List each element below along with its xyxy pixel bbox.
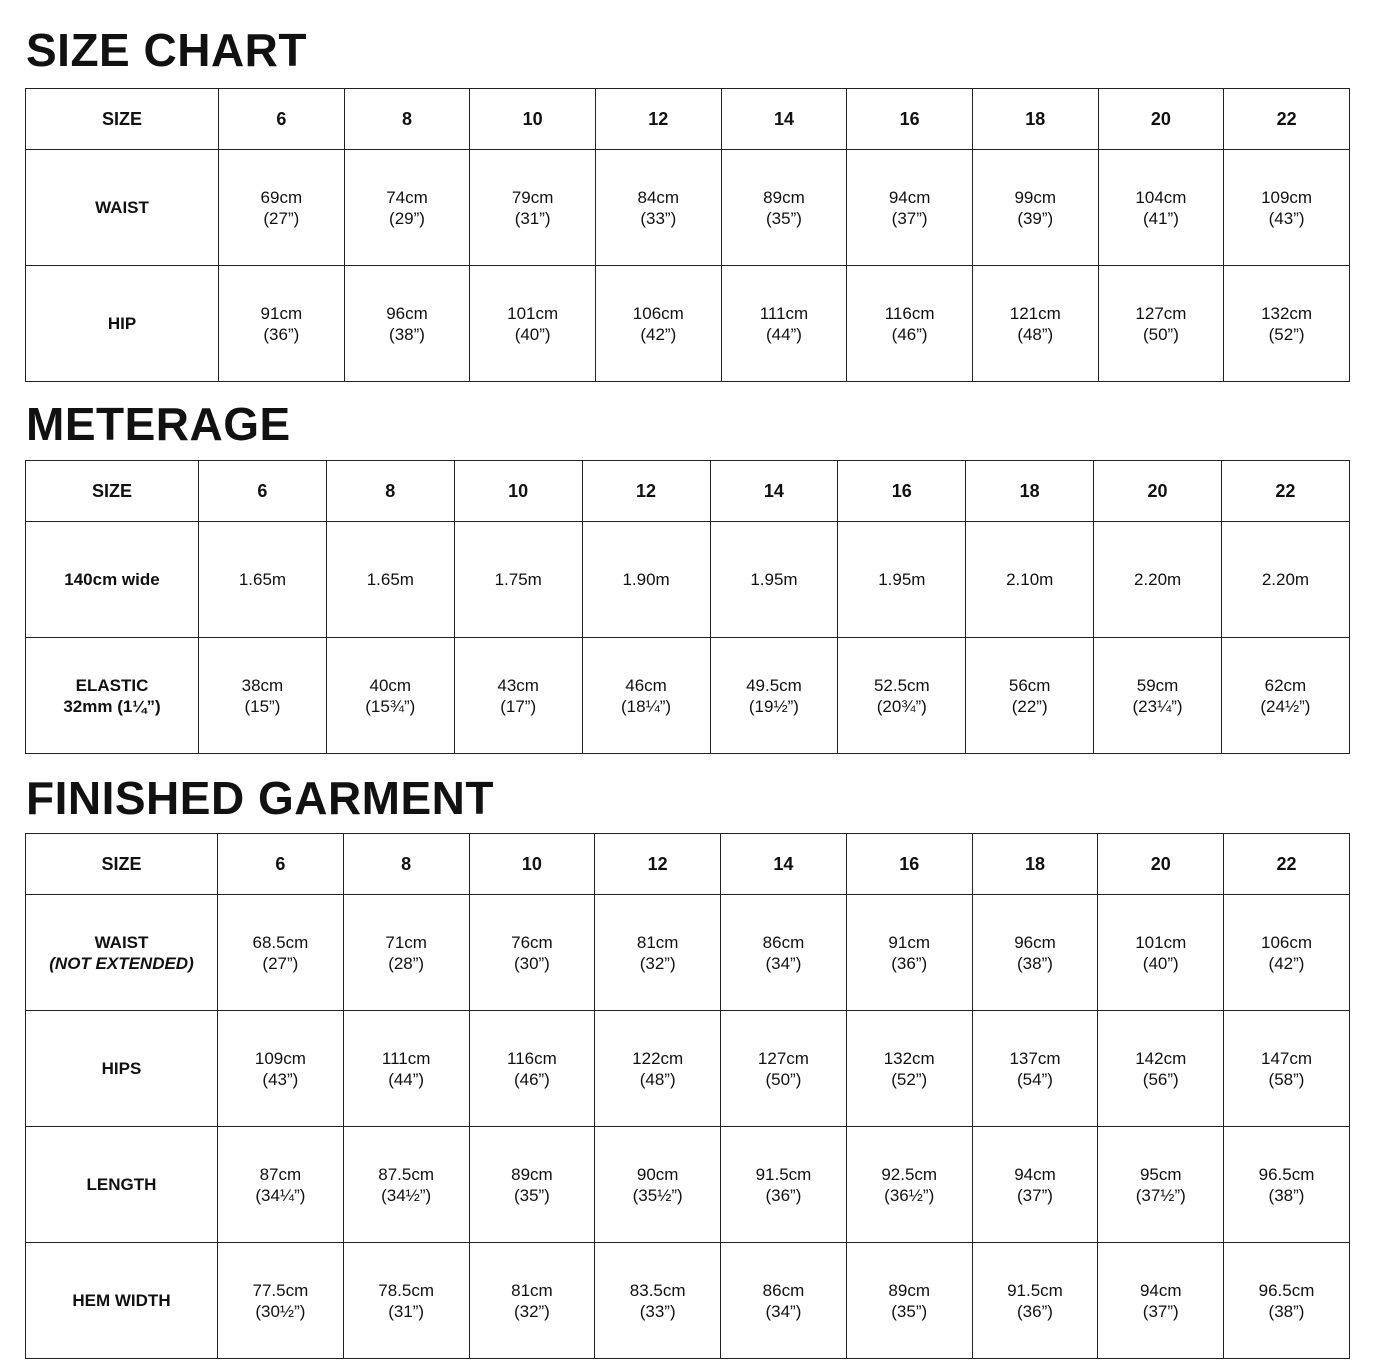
metric-value: 87.5cm (378, 1164, 435, 1184)
size-header-cell: 14 (721, 834, 847, 895)
imperial-value: (30”) (513, 953, 550, 973)
size-header-cell: 12 (595, 834, 721, 895)
metric-value: 83.5cm (629, 1280, 686, 1300)
metric-value: 1.65m (238, 570, 287, 589)
measurement-cell (199, 522, 327, 638)
measurement-cell (1098, 150, 1224, 266)
imperial-value: (40”) (1142, 953, 1179, 973)
metric-value: 101cm (507, 303, 559, 323)
row-label (26, 150, 219, 266)
metric-value: 116cm (884, 303, 935, 323)
measurement-cell (343, 1243, 469, 1359)
imperial-value: (56”) (1142, 1069, 1179, 1089)
imperial-value: (52”) (1268, 324, 1305, 344)
imperial-value: (35”) (891, 1301, 928, 1321)
measurement-cell (219, 150, 345, 266)
size-chart-title: SIZE CHART (26, 24, 307, 76)
imperial-value: (44”) (766, 324, 802, 344)
metric-value: 96cm (1014, 932, 1056, 952)
metric-value: 90cm (636, 1164, 679, 1184)
measurement-cell (721, 1011, 847, 1127)
metric-value: 87cm (259, 1164, 302, 1184)
measurement-cell (1098, 1127, 1224, 1243)
metric-value: 94cm (888, 187, 931, 207)
imperial-value: (22”) (1011, 696, 1048, 716)
row-label (26, 522, 199, 638)
measurement-cell (1224, 1011, 1350, 1127)
row-label-text: HIP (107, 314, 137, 333)
table-row (26, 1243, 1350, 1359)
measurement-cell (343, 895, 469, 1011)
measurement-cell (343, 1011, 469, 1127)
row-label (26, 895, 218, 1011)
imperial-value: (42”) (1268, 953, 1305, 973)
measurement-cell (595, 895, 721, 1011)
finished-garment-title: FINISHED GARMENT (26, 772, 494, 824)
measurement-cell (721, 1127, 847, 1243)
row-label-subtext: (NOT EXTENDED) (49, 953, 194, 973)
metric-value: 2.20m (1261, 570, 1310, 589)
imperial-value: (39”) (1017, 208, 1054, 228)
metric-value: 86cm (762, 932, 805, 952)
imperial-value: (48”) (639, 1069, 676, 1089)
imperial-value: (38”) (1017, 953, 1053, 973)
row-label-text: HEM WIDTH (72, 1291, 171, 1310)
imperial-value: (35”) (766, 208, 802, 228)
measurement-cell (595, 266, 721, 382)
imperial-value: (34”) (765, 1301, 802, 1321)
metric-value: 91.5cm (755, 1164, 812, 1184)
size-chart-table (25, 88, 1350, 382)
imperial-value: (36”) (765, 1185, 802, 1205)
measurement-cell (966, 638, 1094, 754)
measurement-cell (470, 266, 596, 382)
metric-value: 137cm (1009, 1048, 1061, 1068)
imperial-value: (29”) (389, 208, 425, 228)
metric-value: 127cm (1135, 303, 1187, 323)
measurement-cell (343, 1127, 469, 1243)
size-header-cell: 8 (343, 834, 469, 895)
metric-value: 56cm (1008, 675, 1051, 695)
measurement-cell (344, 266, 470, 382)
measurement-cell (846, 1243, 972, 1359)
measurement-cell (846, 1011, 972, 1127)
measurement-cell (972, 1127, 1098, 1243)
imperial-value: (33”) (639, 1301, 676, 1321)
metric-value: 43cm (497, 675, 539, 695)
metric-value: 106cm (632, 303, 684, 323)
measurement-cell (1224, 1127, 1350, 1243)
metric-value: 1.95m (750, 570, 798, 589)
imperial-value: (28”) (388, 953, 425, 973)
imperial-value: (34½”) (381, 1185, 432, 1205)
size-header-cell: 22 (1224, 89, 1350, 150)
imperial-value: (27”) (263, 208, 300, 228)
measurement-cell (1224, 1243, 1350, 1359)
metric-value: 147cm (1260, 1048, 1313, 1068)
metric-value: 91cm (888, 932, 930, 952)
imperial-value: (54”) (1017, 1069, 1053, 1089)
measurement-cell (838, 638, 966, 754)
measurement-cell (972, 150, 1098, 266)
measurement-cell (1098, 266, 1224, 382)
measurement-cell (454, 638, 582, 754)
size-header-cell: 20 (1098, 834, 1224, 895)
imperial-value: (38”) (1268, 1185, 1305, 1205)
imperial-value: (36”) (891, 953, 928, 973)
metric-value: 62cm (1264, 675, 1307, 695)
measurement-cell (469, 895, 595, 1011)
metric-value: 142cm (1135, 1048, 1187, 1068)
size-header-cell: 22 (1224, 834, 1350, 895)
imperial-value: (23¼”) (1132, 696, 1183, 716)
imperial-value: (37”) (1017, 1185, 1053, 1205)
measurement-cell (1222, 638, 1350, 754)
measurement-cell (469, 1243, 595, 1359)
metric-value: 1.75m (494, 570, 542, 589)
row-label-text: HIPS (101, 1059, 142, 1078)
imperial-value: (43”) (262, 1069, 299, 1089)
metric-value: 91.5cm (1007, 1280, 1063, 1300)
row-label-text: 140cm wide (64, 570, 160, 589)
table-row (26, 638, 1350, 754)
table-row (26, 266, 1350, 382)
size-header-cell: 10 (454, 461, 582, 522)
metric-value: 91cm (260, 303, 303, 323)
size-column-header: SIZE (26, 89, 219, 150)
header-row (26, 89, 1350, 150)
measurement-cell (847, 266, 973, 382)
metric-value: 111cm (759, 303, 809, 323)
measurement-cell (218, 1127, 344, 1243)
metric-value: 1.90m (622, 570, 670, 589)
size-header-cell: 10 (470, 89, 596, 150)
row-label (26, 1127, 218, 1243)
metric-value: 127cm (757, 1048, 809, 1068)
imperial-value: (36”) (1017, 1301, 1053, 1321)
measurement-cell (595, 150, 721, 266)
table-row (26, 1011, 1350, 1127)
metric-value: 89cm (763, 187, 805, 207)
row-label-subtext: 32mm (1¼”) (63, 696, 161, 716)
imperial-value: (32”) (513, 1301, 550, 1321)
measurement-cell (1094, 522, 1222, 638)
metric-value: 92.5cm (881, 1164, 938, 1184)
measurement-cell (1222, 522, 1350, 638)
metric-value: 59cm (1136, 675, 1179, 695)
metric-value: 99cm (1014, 187, 1057, 207)
table-row (26, 1127, 1350, 1243)
size-header-cell: 18 (966, 461, 1094, 522)
imperial-value: (15”) (244, 696, 281, 716)
metric-value: 106cm (1260, 932, 1313, 952)
row-label (26, 1243, 218, 1359)
imperial-value: (36½”) (884, 1185, 935, 1205)
metric-value: 116cm (507, 1048, 557, 1068)
measurement-cell (218, 1011, 344, 1127)
size-header-cell: 14 (710, 461, 838, 522)
imperial-value: (52”) (891, 1069, 928, 1089)
measurement-cell (721, 150, 847, 266)
table-row (26, 522, 1350, 638)
measurement-cell (1224, 266, 1350, 382)
measurement-cell (972, 1243, 1098, 1359)
metric-value: 95cm (1139, 1164, 1182, 1184)
size-header-cell: 6 (199, 461, 327, 522)
metric-value: 109cm (254, 1048, 306, 1068)
imperial-value: (24½”) (1260, 696, 1311, 716)
metric-value: 94cm (1014, 1164, 1056, 1184)
metric-value: 96.5cm (1258, 1280, 1315, 1300)
imperial-value: (30½”) (255, 1301, 306, 1321)
size-header-cell: 8 (326, 461, 454, 522)
metric-value: 94cm (1139, 1280, 1182, 1300)
metric-value: 40cm (369, 675, 412, 695)
header-row (26, 834, 1350, 895)
measurement-cell (846, 1127, 972, 1243)
measurement-cell (595, 1243, 721, 1359)
row-label-text: WAIST (94, 932, 149, 952)
metric-value: 86cm (762, 1280, 805, 1300)
size-header-cell: 14 (721, 89, 847, 150)
imperial-value: (37½”) (1135, 1185, 1186, 1205)
measurement-cell (838, 522, 966, 638)
table-row (26, 895, 1350, 1011)
metric-value: 76cm (511, 932, 553, 952)
metric-value: 52.5cm (873, 675, 930, 695)
imperial-value: (31”) (388, 1301, 425, 1321)
measurement-cell (710, 638, 838, 754)
measurement-cell (218, 1243, 344, 1359)
metric-value: 101cm (1135, 932, 1187, 952)
size-column-header: SIZE (26, 461, 199, 522)
measurement-cell (721, 266, 847, 382)
row-label-text: LENGTH (86, 1175, 157, 1194)
measurement-cell (847, 150, 973, 266)
imperial-value: (40”) (514, 324, 551, 344)
size-header-cell: 20 (1098, 89, 1224, 150)
row-label (26, 266, 219, 382)
imperial-value: (34”) (765, 953, 802, 973)
size-header-cell: 12 (595, 89, 721, 150)
size-header-cell: 10 (469, 834, 595, 895)
measurement-cell (595, 1011, 721, 1127)
imperial-value: (43”) (1268, 208, 1305, 228)
measurement-cell (218, 895, 344, 1011)
metric-value: 96cm (386, 303, 428, 323)
imperial-value: (50”) (765, 1069, 802, 1089)
imperial-value: (48”) (1017, 324, 1054, 344)
imperial-value: (44”) (388, 1069, 425, 1089)
size-header-cell: 16 (846, 834, 972, 895)
imperial-value: (36”) (263, 324, 300, 344)
measurement-cell (199, 638, 327, 754)
measurement-cell (1094, 638, 1222, 754)
imperial-value: (32”) (639, 953, 676, 973)
metric-value: 71cm (385, 932, 427, 952)
metric-value: 96.5cm (1258, 1164, 1315, 1184)
metric-value: 49.5cm (746, 675, 802, 695)
table-row (26, 150, 1350, 266)
metric-value: 1.95m (878, 570, 926, 589)
imperial-value: (20¾”) (876, 696, 927, 716)
metric-value: 2.20m (1133, 570, 1182, 589)
measurement-cell (326, 638, 454, 754)
size-header-cell: 18 (972, 834, 1098, 895)
row-label-text: ELASTIC (75, 675, 149, 695)
metric-value: 81cm (636, 932, 679, 952)
imperial-value: (19½”) (748, 696, 799, 716)
size-header-cell: 12 (582, 461, 710, 522)
size-header-cell: 22 (1222, 461, 1350, 522)
measurement-cell (1098, 895, 1224, 1011)
imperial-value: (33”) (640, 208, 677, 228)
imperial-value: (35½”) (632, 1185, 683, 1205)
measurement-cell (721, 1243, 847, 1359)
size-header-cell: 16 (838, 461, 966, 522)
metric-value: 68.5cm (252, 932, 309, 952)
metric-value: 81cm (511, 1280, 553, 1300)
row-label (26, 638, 199, 754)
imperial-value: (31”) (514, 208, 551, 228)
measurement-cell (454, 522, 582, 638)
size-header-cell: 16 (847, 89, 973, 150)
measurement-cell (1224, 895, 1350, 1011)
metric-value: 46cm (625, 675, 667, 695)
imperial-value: (38”) (1268, 1301, 1305, 1321)
metric-value: 111cm (381, 1048, 431, 1068)
measurement-cell (721, 895, 847, 1011)
metric-value: 74cm (386, 187, 428, 207)
imperial-value: (34¼”) (255, 1185, 306, 1205)
size-header-cell: 8 (344, 89, 470, 150)
meterage-title: METERAGE (26, 398, 291, 450)
metric-value: 2.10m (1006, 570, 1054, 589)
metric-value: 109cm (1261, 187, 1313, 207)
imperial-value: (46”) (513, 1069, 550, 1089)
imperial-value: (15¾”) (365, 696, 416, 716)
size-header-cell: 20 (1094, 461, 1222, 522)
measurement-cell (582, 522, 710, 638)
measurement-cell (219, 266, 345, 382)
measurement-cell (1098, 1243, 1224, 1359)
size-header-cell: 6 (219, 89, 345, 150)
metric-value: 132cm (1261, 303, 1313, 323)
imperial-value: (18¼”) (621, 696, 672, 716)
measurement-cell (972, 266, 1098, 382)
metric-value: 77.5cm (252, 1280, 309, 1300)
measurement-cell (710, 522, 838, 638)
metric-value: 38cm (241, 675, 284, 695)
measurement-cell (595, 1127, 721, 1243)
imperial-value: (37”) (1142, 1301, 1179, 1321)
measurement-cell (469, 1011, 595, 1127)
imperial-value: (46”) (891, 324, 928, 344)
row-label (26, 1011, 218, 1127)
meterage-table (25, 460, 1350, 754)
measurement-cell (846, 895, 972, 1011)
metric-value: 78.5cm (378, 1280, 435, 1300)
metric-value: 132cm (883, 1048, 935, 1068)
imperial-value: (38”) (389, 324, 425, 344)
measurement-cell (1098, 1011, 1224, 1127)
measurement-cell (470, 150, 596, 266)
metric-value: 79cm (511, 187, 554, 207)
metric-value: 104cm (1135, 187, 1187, 207)
size-column-header: SIZE (26, 834, 218, 895)
metric-value: 121cm (1009, 303, 1061, 323)
measurement-cell (972, 895, 1098, 1011)
measurement-cell (469, 1127, 595, 1243)
measurement-cell (966, 522, 1094, 638)
imperial-value: (35”) (513, 1185, 550, 1205)
metric-value: 89cm (511, 1164, 553, 1184)
metric-value: 1.65m (366, 570, 414, 589)
metric-value: 69cm (260, 187, 303, 207)
imperial-value: (27”) (262, 953, 299, 973)
measurement-cell (582, 638, 710, 754)
size-header-cell: 6 (218, 834, 344, 895)
finished-garment-table (25, 833, 1350, 1359)
measurement-cell (972, 1011, 1098, 1127)
measurement-cell (1224, 150, 1350, 266)
measurement-cell (326, 522, 454, 638)
row-label-text: WAIST (95, 198, 149, 217)
imperial-value: (37”) (891, 208, 928, 228)
imperial-value: (17”) (500, 696, 537, 716)
imperial-value: (41”) (1142, 208, 1179, 228)
imperial-value: (58”) (1268, 1069, 1305, 1089)
header-row (26, 461, 1350, 522)
measurement-cell (344, 150, 470, 266)
imperial-value: (42”) (640, 324, 677, 344)
metric-value: 122cm (632, 1048, 684, 1068)
metric-value: 89cm (888, 1280, 930, 1300)
metric-value: 84cm (637, 187, 680, 207)
imperial-value: (50”) (1142, 324, 1179, 344)
size-header-cell: 18 (972, 89, 1098, 150)
